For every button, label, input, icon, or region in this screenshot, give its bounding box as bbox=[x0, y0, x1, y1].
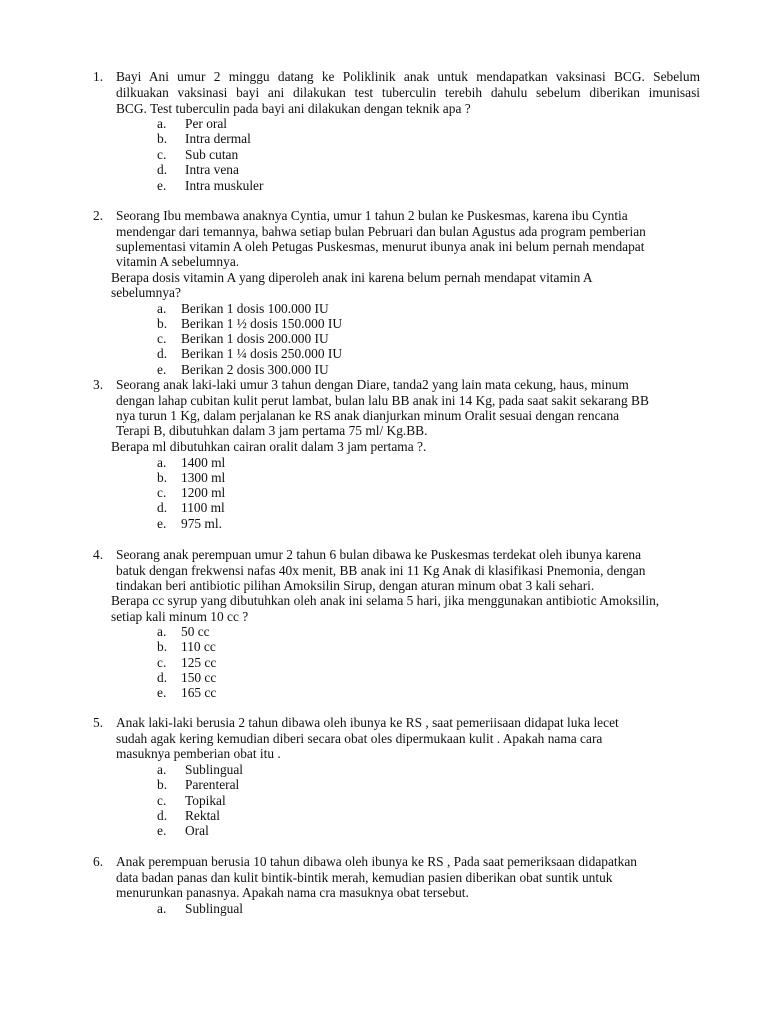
option-letter: c. bbox=[157, 485, 167, 500]
question-text-line: Seorang Ibu membawa anaknya Cyntia, umur 1 tahun 2 bulan ke Puskesmas, karena ibu Cyntia bbox=[116, 208, 628, 223]
option-text: Intra muskuler bbox=[185, 178, 264, 193]
question-text-line: Anak laki-laki berusia 2 tahun dibawa oleh ibunya ke RS , saat pemeriisaan didapat luka lecet bbox=[116, 715, 619, 730]
option-letter: c. bbox=[157, 331, 167, 346]
question-number: 6. bbox=[93, 854, 104, 869]
option-text: Per oral bbox=[185, 116, 228, 131]
question-text-line: dengan lahap cubitan kulit perut lambat, bulan lalu BB anak ini 14 Kg, pada saat sakit sekarang BB bbox=[116, 393, 649, 408]
question-text-line: vitamin A sebelumnya. bbox=[116, 254, 240, 269]
option-letter: e. bbox=[157, 685, 167, 700]
option-text: Parenteral bbox=[185, 777, 240, 792]
option-letter: b. bbox=[157, 131, 168, 146]
question-text-line: data badan panas dan kulit bintik-bintik merah, kemudian pasien diberikan obat suntik untuk bbox=[116, 870, 613, 885]
question-number: 4. bbox=[93, 547, 104, 562]
question-prompt-line: setiap kali minum 10 cc ? bbox=[111, 609, 249, 624]
option-letter: d. bbox=[157, 808, 168, 823]
option-letter: c. bbox=[157, 655, 167, 670]
option-text: 1100 ml bbox=[181, 500, 225, 515]
option-letter: e. bbox=[157, 178, 167, 193]
option-letter: d. bbox=[157, 670, 168, 685]
question-text-line: BCG. Test tuberculin pada bayi ani dilakukan dengan teknik apa ? bbox=[116, 101, 471, 116]
question-text-line: sudah agak kering kemudian diberi secara obat oles dipermukaan kulit . Apakah nama cara bbox=[116, 731, 603, 746]
question-prompt-line: Berapa ml dibutuhkan cairan oralit dalam 3 jam pertama ?. bbox=[111, 439, 427, 454]
question-text-line: Bayi Ani umur 2 minggu datang ke Poliklinik anak untuk mendapatkan vaksinasi BCG. Sebelum bbox=[116, 69, 700, 84]
question-number: 1. bbox=[93, 69, 104, 84]
option-text: 50 cc bbox=[181, 624, 210, 639]
option-text: Oral bbox=[185, 823, 209, 838]
option-text: Berikan 2 dosis 300.000 IU bbox=[181, 362, 329, 377]
question-text-line: Anak perempuan berusia 10 tahun dibawa oleh ibunya ke RS , Pada saat pemeriksaan didapatkan bbox=[116, 854, 637, 869]
option-text: 975 ml. bbox=[181, 516, 222, 531]
option-letter: a. bbox=[157, 762, 167, 777]
option-text: Berikan 1 dosis 100.000 IU bbox=[181, 301, 329, 316]
option-letter: a. bbox=[157, 116, 167, 131]
question-text-line: Seorang anak laki-laki umur 3 tahun dengan Diare, tanda2 yang lain mata cekung, haus, minum bbox=[116, 377, 629, 392]
option-text: 150 cc bbox=[181, 670, 217, 685]
option-letter: c. bbox=[157, 793, 167, 808]
question-text-line: menurunkan panasnya. Apakah nama cra masuknya obat tersebut. bbox=[116, 885, 469, 900]
question-prompt-line: Berapa dosis vitamin A yang diperoleh anak ini karena belum pernah mendapat vitamin A bbox=[111, 270, 593, 285]
option-letter: b. bbox=[157, 316, 168, 331]
option-text: Rektal bbox=[185, 808, 220, 823]
question-text-line: batuk dengan frekwensi nafas 40x menit, BB anak ini 11 Kg Anak di klasifikasi Pnemonia, dengan bbox=[116, 563, 646, 578]
question-number: 3. bbox=[93, 377, 104, 392]
option-letter: d. bbox=[157, 162, 168, 177]
question-prompt-line: sebelumnya? bbox=[111, 285, 181, 300]
option-text: Berikan 1 ¼ dosis 250.000 IU bbox=[181, 346, 343, 361]
question-text-line: nya turun 1 Kg, dalam perjalanan ke RS anak dianjurkan minum Oralit sesuai dengan rencana bbox=[116, 408, 620, 423]
option-text: Berikan 1 ½ dosis 150.000 IU bbox=[181, 316, 343, 331]
question-text-line: dilkuakan vaksinasi bayi ani dilakukan test tuberculin terebih dahulu sebelum diberikan imunisasi bbox=[116, 85, 700, 100]
option-text: 1200 ml bbox=[181, 485, 226, 500]
option-letter: a. bbox=[157, 455, 167, 470]
option-letter: d. bbox=[157, 346, 168, 361]
option-text: 1300 ml bbox=[181, 470, 226, 485]
question-text-line: masuknya pemberian obat itu . bbox=[116, 746, 281, 761]
option-text: Sublingual bbox=[185, 901, 244, 916]
option-letter: d. bbox=[157, 500, 168, 515]
option-text: Sublingual bbox=[185, 762, 244, 777]
question-number: 2. bbox=[93, 208, 104, 223]
option-letter: a. bbox=[157, 624, 167, 639]
option-text: Sub cutan bbox=[185, 147, 239, 162]
option-letter: b. bbox=[157, 639, 168, 654]
question-text-line: Seorang anak perempuan umur 2 tahun 6 bulan dibawa ke Puskesmas terdekat oleh ibunya karena bbox=[116, 547, 642, 562]
option-text: 125 cc bbox=[181, 655, 217, 670]
option-text: 110 cc bbox=[181, 639, 216, 654]
option-letter: b. bbox=[157, 470, 168, 485]
option-text: 1400 ml bbox=[181, 455, 226, 470]
option-letter: b. bbox=[157, 777, 168, 792]
option-text: Topikal bbox=[185, 793, 226, 808]
question-text-line: tindakan beri antibiotic pilihan Amoksilin Sirup, dengan aturan minum obat 3 kali sehari. bbox=[116, 578, 595, 593]
question-number: 5. bbox=[93, 715, 104, 730]
option-letter: e. bbox=[157, 823, 167, 838]
option-text: Berikan 1 dosis 200.000 IU bbox=[181, 331, 329, 346]
option-letter: a. bbox=[157, 301, 167, 316]
option-letter: e. bbox=[157, 516, 167, 531]
question-prompt-line: Berapa cc syrup yang dibutuhkan oleh anak ini selama 5 hari, jika menggunakan antibiotic Amoksilin, bbox=[111, 593, 660, 608]
question-text-line: mendengar dari temannya, bahwa setiap bulan Pebruari dan bulan Agustus ada program pemberian bbox=[116, 224, 646, 239]
question-text-line: suplementasi vitamin A oleh Petugas Puskesmas, menurut ibunya anak ini belum pernah mendapat bbox=[116, 239, 645, 254]
option-text: Intra vena bbox=[185, 162, 239, 177]
question-text-line: Terapi B, dibutuhkan dalam 3 jam pertama 75 ml/ Kg.BB. bbox=[116, 423, 428, 438]
option-text: 165 cc bbox=[181, 685, 217, 700]
option-letter: e. bbox=[157, 362, 167, 377]
option-letter: a. bbox=[157, 901, 167, 916]
option-text: Intra dermal bbox=[185, 131, 251, 146]
option-letter: c. bbox=[157, 147, 167, 162]
